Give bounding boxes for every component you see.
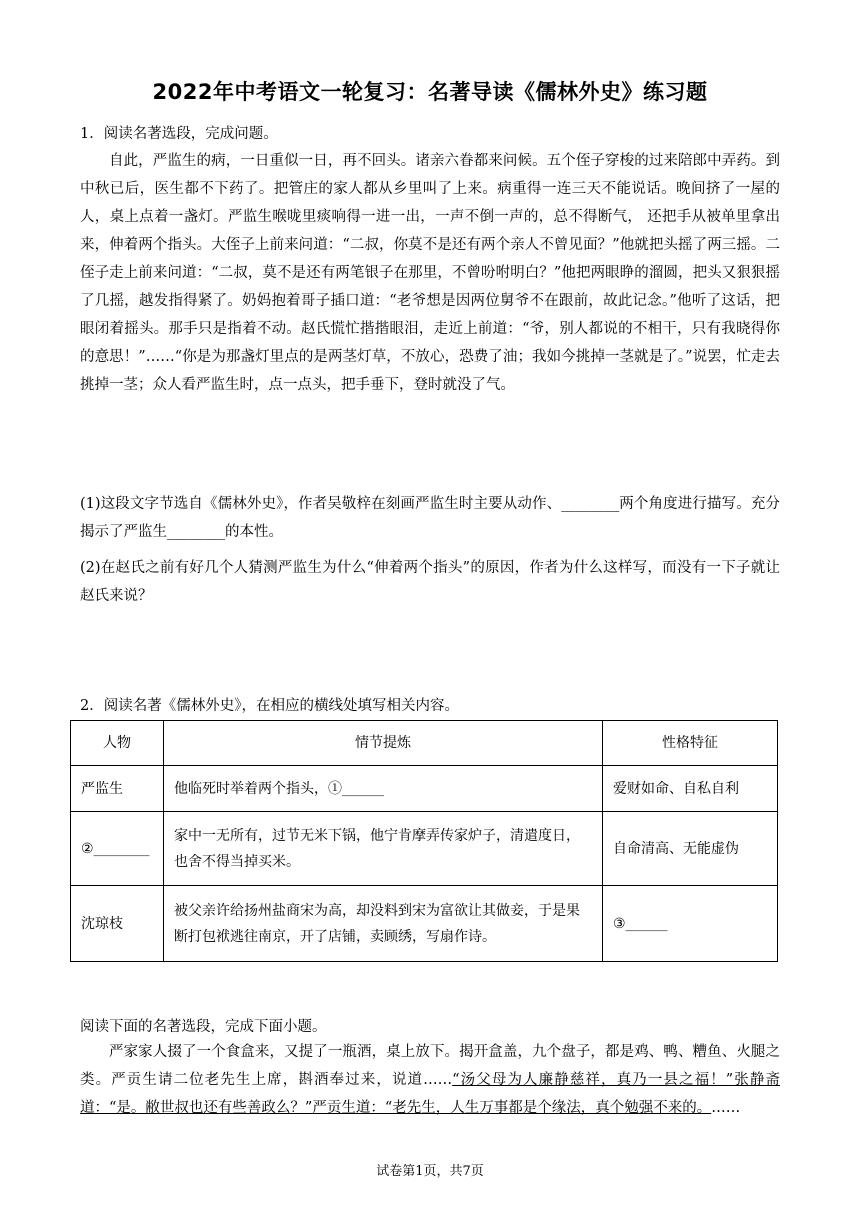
table-header: 人物 [71,721,164,766]
table-row [71,812,778,886]
table-cell: 沈琼枝 [71,886,164,962]
question-3-excerpt [80,1038,780,1122]
table-row [71,766,778,812]
question-1-prompt: 1．阅读名著选段，完成问题。 [80,126,278,142]
table-cell: 爱财如命、自私自利 [603,766,778,812]
table-header: 性格特征 [603,721,778,766]
question-2-table [70,720,778,962]
table-cell: 家中一无所有，过节无米下锅，他宁肯摩弄传家炉子，清遣度日，也舍不得当掉买米。 [164,812,603,886]
table-cell: ③______ [603,886,778,962]
question-1-sub1: (1)这段文字节选自《儒林外史》，作者吴敬梓在刻画严监生时主要从动作、________两个角度进行描写。充分揭示了严监生________的本性。 [80,496,780,540]
question-1-excerpt: 自此，严监生的病，一日重似一日，再不回头。诸亲六眷都来问候。五个侄子穿梭的过来陪郎中弄药。到中秋已后，医生都不下药了。把管庄的家人都从乡里叫了上来。病重得一连三天不能说话。晚间挤了一屋的人，桌上点着一盏灯。严监生喉咙里痰响得一进一出，一声不倒一声的，总不得断气， 还把手从被单里拿出来，伸着两个指头。大侄子上前来问道：“二叔，你莫不是还有两个亲人不曾见面？”他就把头摇了两三摇。二侄子走上前来问道：“二叔，莫不是还有两笔银子在那里，不曾吩咐明白？”他把两眼睁的溜圆，把头又狠狠摇了几摇，越发指得紧了。奶妈抱着哥子插口道：“老爷想是因两位舅爷不在跟前，故此记念。”他听了这话，把眼闭着摇头。那手只是指着不动。赵氏慌忙揩揩眼泪，走近上前道：“爷，别人都说的不相干，只有我晓得你的意思！”……“你是为那盏灯里点的是两茎灯草，不放心，恐费了油；我如今挑掉一茎就是了。”说罢，忙走去挑掉一茎；众人看严监生时，点一点头，把手垂下，登时就没了气。 [80,153,780,393]
question-2-prompt: 2．阅读名著《儒林外史》，在相应的横线处填写相关内容。 [80,698,459,714]
table-cell: 他临死时举着两个指头，①______ [164,766,603,812]
question-3-prompt: 阅读下面的名著选段，完成下面小题。 [80,1019,327,1035]
excerpt-text: 严家家人掇了一个食盒来，又提了一瓶酒，桌上放下。揭开盒盖，九个盘子，都是鸡、鸭、糟鱼、火腿之类。严贡生请二位老先生上席，斟酒奉过来，说道…… [80,1044,780,1088]
table-header: 情节提炼 [164,721,603,766]
table-cell: ②________ [71,812,164,886]
table-cell: 自命清高、无能虚伪 [603,812,778,886]
excerpt-underlined: “汤父母为人廉静慈祥，真乃一县之福！”张静斋道：“是。敝世叔也还有些善政么？”严贡生道：“老先生，人生万事都是个缘法，真个勉强不来的。 [80,1072,781,1116]
question-1-sub2: (2)在赵氏之前有好几个人猜测严监生为什么“伸着两个指头”的原因，作者为什么这样写，而没有一下子就让赵氏来说？ [80,560,780,604]
page-title: 2022年中考语文一轮复习：名著导读《儒林外史》练习题 [152,80,708,104]
page-footer: 试卷第1页，共7页 [376,1164,484,1179]
table-cell: 被父亲许给扬州盐商宋为高，却没料到宋为富欲让其做妾，于是果断打包袱逃往南京，开了店铺，卖顾绣，写扇作诗。 [164,886,603,962]
excerpt-ellipsis: …… [711,1100,741,1116]
table-cell: 严监生 [71,766,164,812]
table-header-row [71,721,778,766]
table-row [71,886,778,962]
